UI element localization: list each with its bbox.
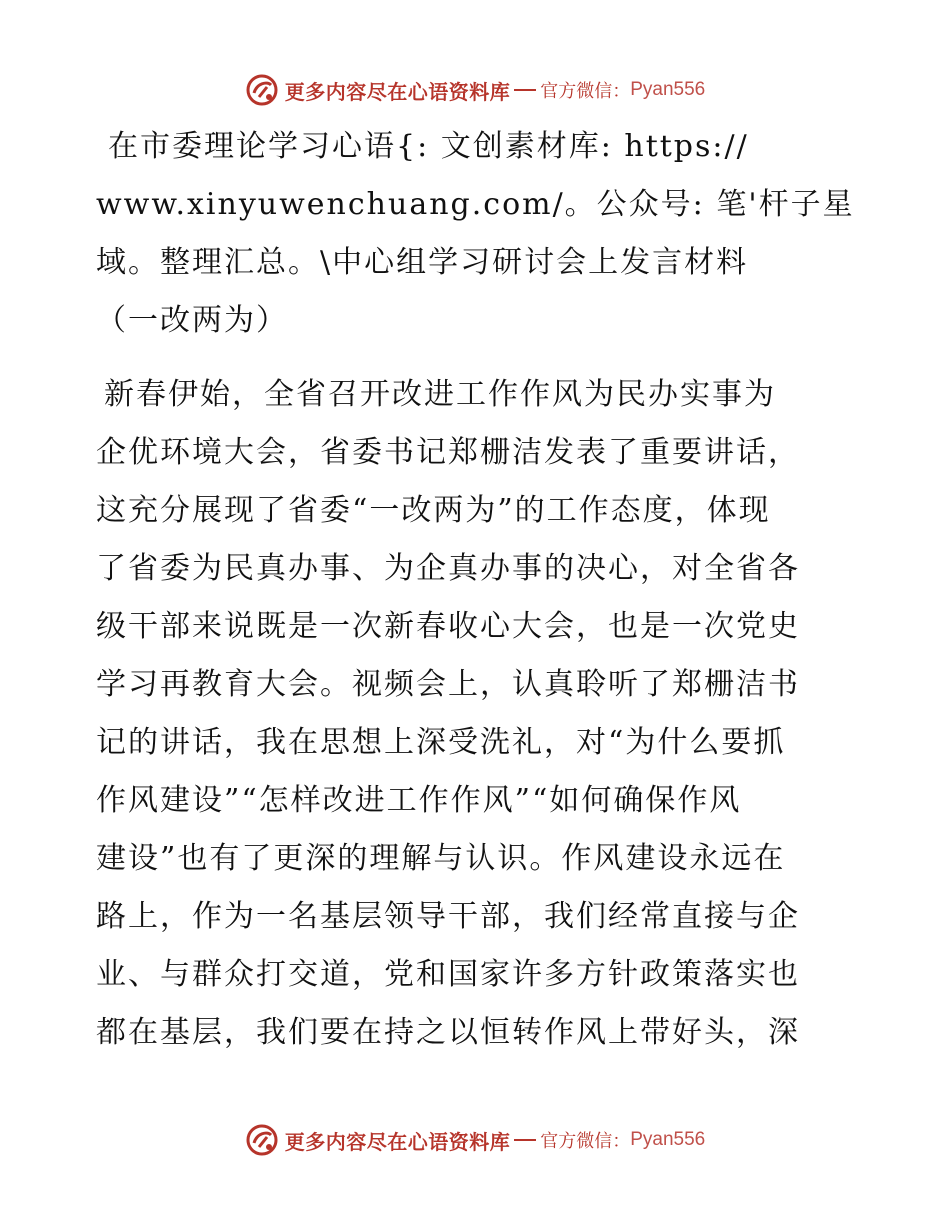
official-wechat-label: 官方微信： [540,81,631,102]
body-line: 级干部来说既是一次新春收心大会，也是一次党史 [96,609,800,644]
title-line: www.xinyuwenchuang.com/。公众号: 笔'杆子星 [96,187,855,222]
wechat-id: Pyan556 [630,79,706,100]
body-line: 新春伊始，全省召开改进工作作风为民办实事为 [104,377,776,412]
brand-text: 更多内容尽在心语资料库 [284,79,511,104]
title-line: 域。整理汇总。\中心组学习研讨会上发言材料 [96,245,749,280]
document-title [96,118,856,350]
body-line: 路上，作为一名基层领导干部，我们经常直接与企 [96,899,800,934]
xinyu-logo-icon [245,1123,279,1157]
body-line: 业、与群众打交道，党和国家许多方针政策落实也 [96,957,800,992]
divider-dash [514,89,536,91]
xinyu-logo-icon [245,73,279,107]
wechat-id: Pyan556 [630,1129,706,1150]
title-line: （一改两为） [96,303,288,338]
body-line: 了省委为民真办事、为企真办事的决心，对全省各 [96,551,800,586]
body-line: 学习再教育大会。视频会上，认真聆听了郑栅洁书 [96,667,800,702]
official-wechat-label: 官方微信： [540,1131,631,1152]
body-line: 这充分展现了省委“一改两为”的工作态度，体现 [96,493,771,528]
body-line: 都在基层，我们要在持之以恒转作风上带好头，深 [96,1015,800,1050]
brand-text: 更多内容尽在心语资料库 [284,1129,511,1154]
header-watermark-banner [0,70,950,110]
divider-dash [514,1139,536,1141]
title-line: 在市委理论学习心语{: 文创素材库: https:// [108,129,749,164]
footer-watermark-banner [0,1120,950,1160]
body-line: 建设”也有了更深的理解与认识。作风建设永远在 [96,841,786,876]
body-line: 作风建设”“怎样改进工作作风”“如何确保作风 [96,783,742,818]
document-body [96,366,856,1062]
body-line: 企优环境大会，省委书记郑栅洁发表了重要讲话， [96,435,800,470]
body-line: 记的讲话，我在思想上深受洗礼，对“为什么要抓 [96,725,786,760]
